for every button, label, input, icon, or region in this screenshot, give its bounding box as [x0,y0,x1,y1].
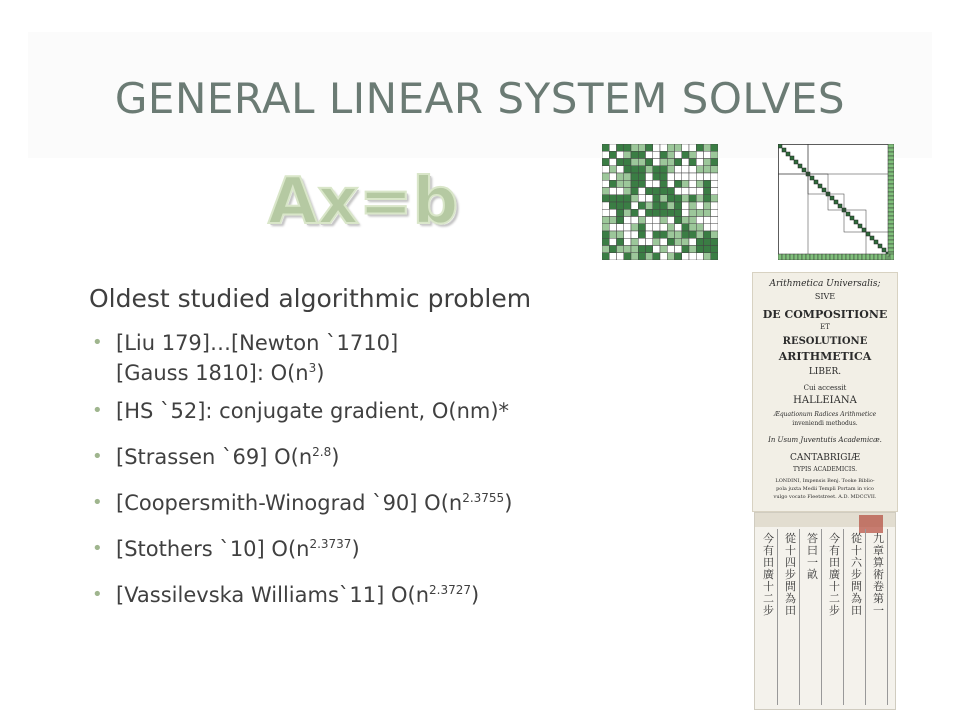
bullet-list [90,328,512,610]
book-text-line: TYPIS ACADEMICIS. [792,466,858,473]
bullet-item [90,580,512,610]
book-text-line: RESOLUTIONE [782,336,868,347]
bullet-icon: • [92,332,103,353]
bullet-icon: • [92,584,103,605]
book-text-line: inveniendi methodus. [792,420,858,427]
chinese-text-column: 答曰一畝 [807,532,818,581]
book-text-line: DE COMPOSITIONE [762,308,888,321]
book-text-line: LONDINI, Impensis Benj. Tooke Biblio- [775,478,875,484]
bullet-text: ) [351,537,360,561]
book-text-line: pola juxta Medii Templi Portam in vico [776,486,874,492]
column-rule [843,529,844,705]
exponent: 2.3755 [462,491,505,505]
bullet-text: [Strassen `69] O(n [116,445,313,469]
bullet-text: ) [331,445,340,469]
bullet-item [90,396,512,426]
bullet-text: ) [504,491,513,515]
bullet-item [90,328,512,388]
book-text-line: Arithmetica Universalis; [769,279,881,289]
bullet-icon: • [92,446,103,467]
column-rule [821,529,822,705]
bullet-text: [HS `52]: conjugate gradient, O(nm)* [116,399,510,423]
bullet-text: ) [471,583,480,607]
bullet-item [90,534,512,564]
bullet-item [90,488,512,518]
exponent: 2.8 [312,445,332,459]
bullet-text: [Vassilevska Williams`11] O(n [116,583,430,607]
sparse-matrix-image-1 [602,144,718,260]
bullet-icon: • [92,538,103,559]
section-heading: Oldest studied algorithmic problem [89,284,532,313]
bullet-text: ) [316,361,325,385]
bullet-icon: • [92,492,103,513]
chinese-text-column: 今有田廣十二步 [763,532,774,617]
bullet-text: [Gauss 1810]: O(n [116,361,309,385]
exponent: 2.3737 [309,537,352,551]
column-rule [799,529,800,705]
book-text-line: Æquationum Radices Arithmetice [773,411,877,418]
book-text-line: ARITHMETICA [778,350,872,363]
column-rule [777,529,778,705]
newton-title-page-image [752,272,898,512]
equation-wordart: Ax=b [268,165,459,239]
chinese-text-column: 從十四步問為田 [785,532,796,617]
book-text-line: In Usum Juventutis Academicæ. [768,436,882,444]
exponent: 2.3727 [429,583,472,597]
book-text-line: HALLEIANA [793,395,857,406]
book-text-line: ET [820,323,830,331]
bullet-text: [Coopersmith-Winograd `90] O(n [116,491,463,515]
bullet-text: [Stothers `10] O(n [116,537,310,561]
sparse-matrix-image-2 [778,144,894,260]
book-text-line: SIVE [814,292,836,301]
book-text-line: Cui accessit [803,384,847,392]
book-text-line: LIBER. [808,367,842,377]
column-rule [865,529,866,705]
bullet-item [90,442,512,472]
chinese-manuscript-image [754,512,896,710]
slide-title: GENERAL LINEAR SYSTEM SOLVES [114,74,846,123]
chinese-text-column: 今有田廣十二步 [829,532,840,617]
chinese-text-column: 從十六步問為田 [851,532,862,617]
book-text-line: vulgo vocato Fleetstreet. A.D. MDCCVII. [773,494,877,500]
bullet-text: [Liu 179]…[Newton `1710] [116,331,399,355]
bullet-icon: • [92,400,103,421]
book-text-line: CANTABRIGIÆ [790,453,860,463]
chinese-text-column: 九章算術卷第一 [873,532,884,617]
column-rule [887,529,888,705]
exponent: 3 [308,361,317,375]
